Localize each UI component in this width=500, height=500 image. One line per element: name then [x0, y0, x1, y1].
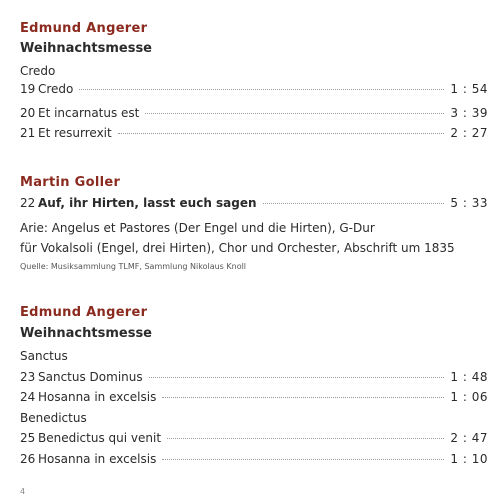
track-number: 25: [20, 431, 36, 445]
track-title: Hosanna in excelsis: [38, 452, 157, 466]
dotted-leader: [162, 396, 444, 398]
track-number: 21: [20, 126, 36, 140]
track-duration: 1 : 06: [450, 390, 488, 404]
track-title: Auf, ihr Hirten, lasst euch sagen: [38, 196, 257, 210]
section-heading: Credo: [20, 64, 56, 78]
composer-heading: Edmund Angerer: [20, 305, 148, 320]
track-row: [20, 196, 488, 212]
composer-heading: Edmund Angerer: [20, 21, 148, 36]
work-title: Weihnachtsmesse: [20, 41, 152, 56]
work-description: Arie: Angelus et Pastores (Der Engel und die Hirten), G-Dur: [20, 221, 375, 235]
dotted-leader: [167, 437, 444, 439]
track-duration: 5 : 33: [450, 196, 488, 210]
track-duration: 3 : 39: [450, 106, 488, 120]
work-description: für Vokalsoli (Engel, drei Hirten), Chor und Orchester, Abschrift um 1835: [20, 241, 455, 255]
track-title: Benedictus qui venit: [38, 431, 162, 445]
track-number: 26: [20, 452, 36, 466]
track-duration: 2 : 47: [450, 431, 488, 445]
track-number: 20: [20, 106, 36, 120]
section-heading: Sanctus: [20, 349, 68, 363]
track-number: 19: [20, 82, 36, 96]
track-row: [20, 82, 488, 98]
source-note: Quelle: Musiksammlung TLMF, Sammlung Nikolaus Knoll: [20, 262, 247, 271]
dotted-leader: [162, 458, 444, 460]
track-duration: 2 : 27: [450, 126, 488, 140]
track-duration: 1 : 54: [450, 82, 488, 96]
track-number: 24: [20, 390, 36, 404]
composer-heading: Martin Goller: [20, 175, 121, 190]
track-row: [20, 452, 488, 468]
dotted-leader: [149, 376, 445, 378]
section-heading: Benedictus: [20, 411, 87, 425]
dotted-leader: [145, 112, 444, 114]
track-row: [20, 106, 488, 122]
track-title: Et incarnatus est: [38, 106, 140, 120]
dotted-leader: [263, 202, 445, 204]
track-row: [20, 370, 488, 386]
track-title: Hosanna in excelsis: [38, 390, 157, 404]
track-duration: 1 : 48: [450, 370, 488, 384]
track-row: [20, 431, 488, 447]
track-title: Et resurrexit: [38, 126, 112, 140]
dotted-leader: [118, 132, 445, 134]
track-number: 22: [20, 196, 36, 210]
track-row: [20, 390, 488, 406]
track-title: Sanctus Dominus: [38, 370, 143, 384]
work-title: Weihnachtsmesse: [20, 326, 152, 341]
track-title: Credo: [38, 82, 74, 96]
dotted-leader: [79, 88, 444, 90]
page-number: 4: [20, 487, 26, 496]
track-number: 23: [20, 370, 36, 384]
track-row: [20, 126, 488, 142]
track-duration: 1 : 10: [450, 452, 488, 466]
